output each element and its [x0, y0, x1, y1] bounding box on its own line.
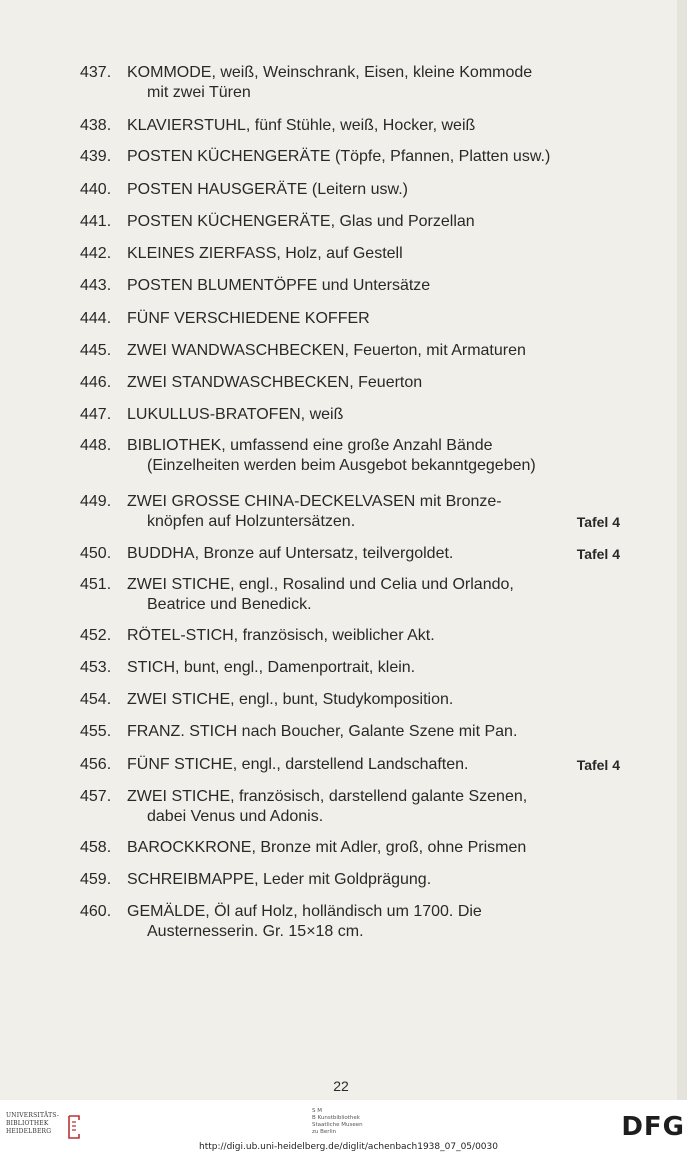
stamp-line: zu Berlin [312, 1129, 337, 1135]
lot-description: POSTEN KÜCHENGERÄTE, Glas und Porzellan [127, 213, 475, 230]
lot-number: 446. [80, 374, 112, 391]
lot-description: FÜNF STICHE, engl., darstellend Landschaften. [127, 756, 469, 773]
lot-description: GEMÄLDE, Öl auf Holz, holländisch um 1700. Die [127, 903, 482, 920]
lot-description: KOMMODE, weiß, Weinschrank, Eisen, kleine Kommode [127, 64, 533, 81]
lot-description-continued: Austernesserin. Gr. 15×18 cm. [147, 923, 364, 940]
page-number: 22 [333, 1078, 349, 1094]
stamp-line: Staatliche Museen [312, 1122, 363, 1128]
stamp-line: S M [312, 1108, 322, 1114]
lot-number: 437. [80, 64, 112, 81]
lot-description: ZWEI GROSSE CHINA-DECKELVASEN mit Bronze- [127, 493, 502, 510]
lot-number: 457. [80, 788, 112, 805]
lot-description: ZWEI WANDWASCHBECKEN, Feuerton, mit Armaturen [127, 342, 526, 359]
lot-number: 448. [80, 437, 112, 454]
lot-number: 439. [80, 148, 112, 165]
lot-description: RÖTEL-STICH, französisch, weiblicher Akt. [127, 627, 435, 644]
uni-line: UNIVERSITÄTS- [6, 1112, 60, 1119]
lot-number: 452. [80, 627, 112, 644]
lot-description-continued: dabei Venus und Adonis. [147, 808, 324, 825]
lot-number: 440. [80, 181, 112, 198]
lot-description: ZWEI STICHE, engl., Rosalind und Celia und Orlando, [127, 576, 514, 593]
lot-description: ZWEI STICHE, französisch, darstellend galante Szenen, [127, 788, 528, 805]
lot-description-continued: mit zwei Türen [147, 84, 251, 101]
lot-description: KLEINES ZIERFASS, Holz, auf Gestell [127, 245, 403, 262]
lot-description: BUDDHA, Bronze auf Untersatz, teilvergoldet. [127, 545, 454, 562]
lot-description: FRANZ. STICH nach Boucher, Galante Szene mit Pan. [127, 723, 518, 740]
lot-description: STICH, bunt, engl., Damenportrait, klein. [127, 659, 416, 676]
lot-number: 447. [80, 406, 112, 423]
lot-description: BIBLIOTHEK, umfassend eine große Anzahl Bände [127, 437, 493, 454]
lot-description: POSTEN KÜCHENGERÄTE (Töpfe, Pfannen, Platten usw.) [127, 148, 551, 165]
lot-number: 451. [80, 576, 112, 593]
lot-description: ZWEI STANDWASCHBECKEN, Feuerton [127, 374, 423, 391]
lot-number: 453. [80, 659, 112, 676]
lot-description-continued: (Einzelheiten werden beim Ausgebot bekanntgegeben) [147, 457, 536, 474]
lot-number: 438. [80, 117, 112, 134]
lot-number: 442. [80, 245, 112, 262]
plate-reference: Tafel 4 [576, 757, 620, 773]
lot-number: 458. [80, 839, 112, 856]
lot-number: 443. [80, 277, 112, 294]
lot-description: LUKULLUS-BRATOFEN, weiß [127, 406, 344, 423]
stamp-line: B Kunstbibliothek [312, 1115, 360, 1121]
museum-stamp [312, 1108, 363, 1136]
uni-line: BIBLIOTHEK [6, 1120, 49, 1127]
lot-number: 449. [80, 493, 112, 510]
lot-number: 454. [80, 691, 112, 708]
lot-number: 455. [80, 723, 112, 740]
university-seal-icon [66, 1114, 82, 1140]
lot-number: 444. [80, 310, 112, 327]
lot-number: 456. [80, 756, 112, 773]
lot-description: ZWEI STICHE, engl., bunt, Studykomposition. [127, 691, 454, 708]
plate-reference: Tafel 4 [576, 546, 620, 562]
lot-description: POSTEN HAUSGERÄTE (Leitern usw.) [127, 181, 408, 198]
lot-description: POSTEN BLUMENTÖPFE und Untersätze [127, 277, 431, 294]
lot-number: 459. [80, 871, 112, 888]
lot-description: BAROCKKRONE, Bronze mit Adler, groß, ohne Prismen [127, 839, 527, 856]
lot-number: 460. [80, 903, 112, 920]
university-library-text [6, 1112, 59, 1136]
lot-description: SCHREIBMAPPE, Leder mit Goldprägung. [127, 871, 432, 888]
lot-number: 441. [80, 213, 112, 230]
dfg-logo[interactable]: DFG [621, 1112, 685, 1142]
permalink-url[interactable]: http://digi.ub.uni-heidelberg.de/diglit/achenbach1938_07_05/0030 [199, 1142, 498, 1152]
lot-description-continued: Beatrice und Benedick. [147, 596, 312, 613]
lot-description-continued: knöpfen auf Holzuntersätzen. [147, 513, 356, 530]
uni-line: HEIDELBERG [6, 1128, 52, 1135]
lot-number: 450. [80, 545, 112, 562]
lot-description: FÜNF VERSCHIEDENE KOFFER [127, 310, 370, 327]
lot-description: KLAVIERSTUHL, fünf Stühle, weiß, Hocker, weiß [127, 117, 476, 134]
plate-reference: Tafel 4 [576, 514, 620, 530]
lot-number: 445. [80, 342, 112, 359]
footer [0, 1100, 697, 1154]
